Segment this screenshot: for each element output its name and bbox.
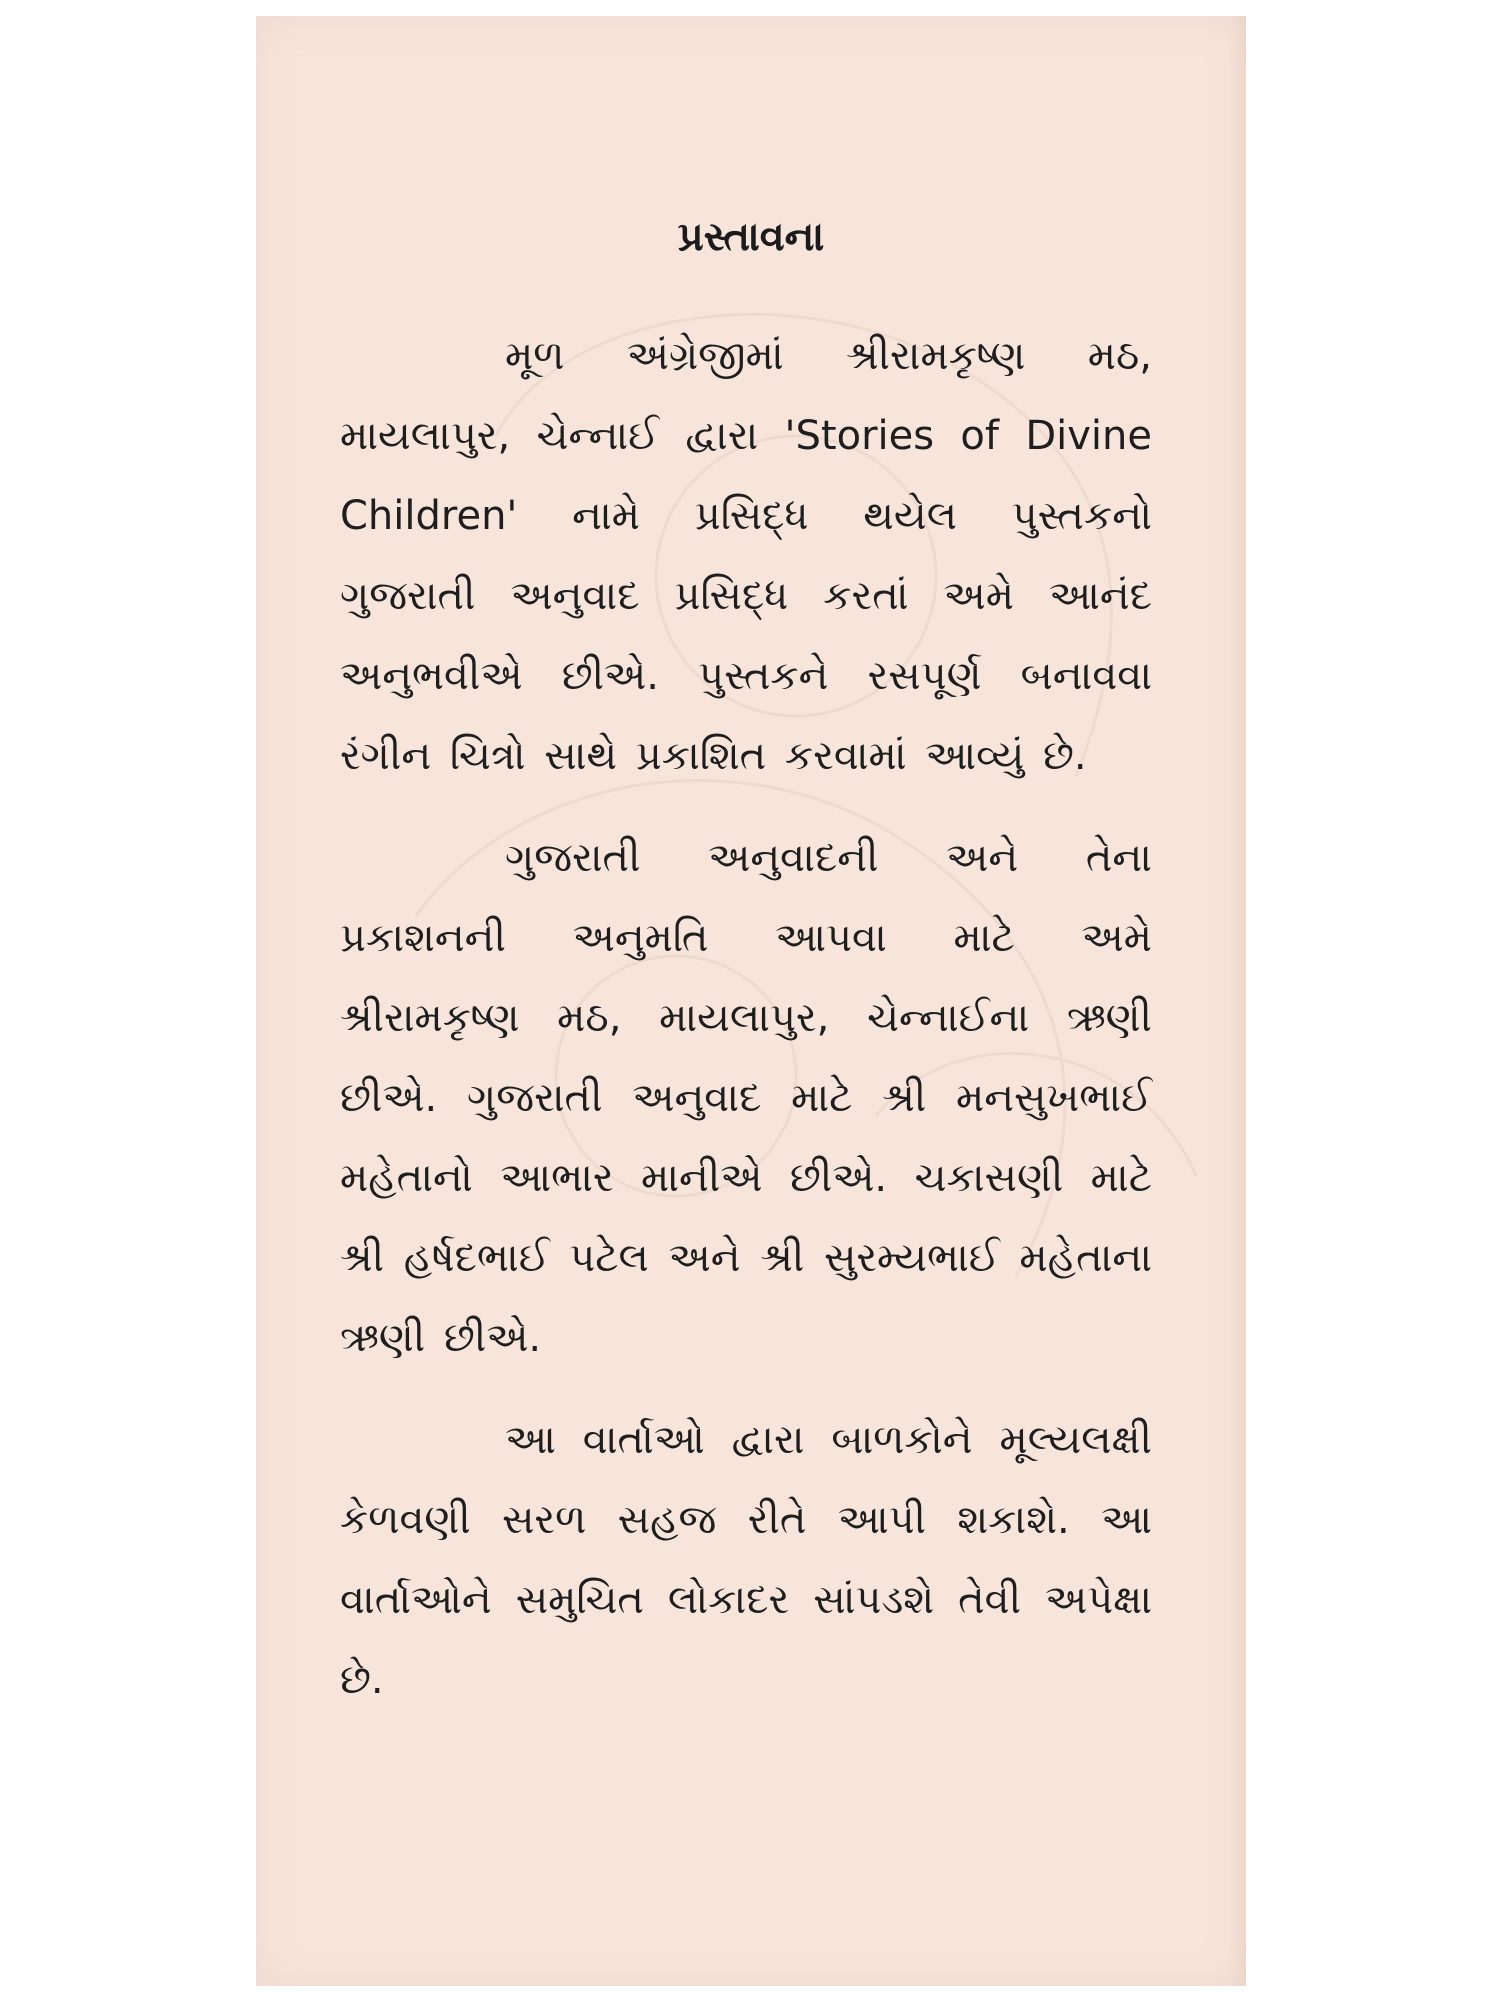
paragraph-2: ગુજરાતી અનુવાદની અને તેના પ્રકાશનની અનુમતિ આપવા માટે અમે શ્રીરામકૃષ્ણ મઠ, માયલાપુર, ચેન્નાઈના ઋણી છીએ. ગુજરાતી અનુવાદ માટે શ્રી મનસુખભાઈ મહેતાનો આભાર માનીએ છીએ. ચકાસણી માટે શ્રી હર્ષદભાઈ પટેલ અને શ્રી સુરમ્યભાઈ મહેતાના ઋણી છીએ. bbox=[340, 835, 1152, 1361]
preface-body bbox=[340, 316, 1152, 1742]
paragraph-1: મૂળ અંગ્રેજીમાં શ્રીરામકૃષ્ણ મઠ, માયલાપુર, ચેન્નાઈ દ્વારા 'Stories of Divine Children' નામે પ્રસિદ્ધ થયેલ પુસ્તકનો ગુજરાતી અનુવાદ પ્રસિદ્ધ કરતાં અમે આનંદ અનુભવીએ છીએ. પુસ્તકને રસપૂર્ણ બનાવવા રંગીન ચિત્રો સાથે પ્રકાશિત કરવામાં આવ્યું છે. bbox=[340, 333, 1152, 779]
paragraph-3: આ વાર્તાઓ દ્વારા બાળકોને મૂલ્યલક્ષી કેળવણી સરળ સહજ રીતે આપી શકાશે. આ વાર્તાઓને સમુચિત લોકાદર સાંપડશે તેવી અપેક્ષા છે. bbox=[340, 1417, 1152, 1703]
book-page bbox=[256, 16, 1246, 1986]
page-edge-shadow bbox=[1228, 16, 1246, 1986]
page-title: પ્રસ્તાવના bbox=[677, 214, 825, 260]
